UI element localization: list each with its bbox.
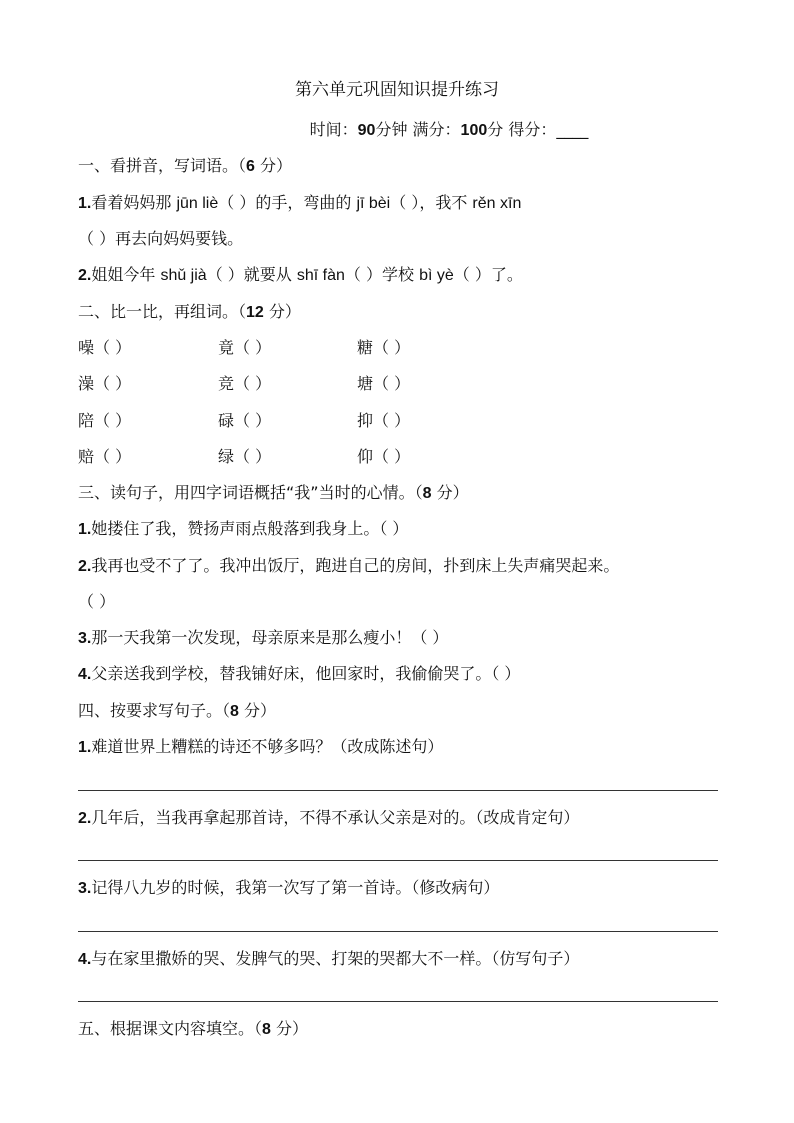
pinyin: jūn liè [176, 195, 219, 212]
char-blank[interactable]: 澡（ ） [78, 374, 132, 393]
s4-question-4 [78, 949, 579, 970]
s4-heading-suffix: 分） [238, 701, 277, 720]
q-text: 难道世界上糟糕的诗还不够多吗？（改成陈述句） [91, 737, 444, 756]
char-blank[interactable]: 陪（ ） [78, 411, 132, 430]
s1-question-2 [78, 265, 523, 286]
s1-question-1 [78, 193, 521, 214]
s1-points: 6 [246, 158, 255, 175]
s4-heading-prefix: 四、按要求写句子。（ [78, 701, 231, 720]
char-blank[interactable]: 塘（ ） [357, 374, 411, 393]
q-text: 看着妈妈那 [91, 193, 177, 212]
answer-blank[interactable]: （ ）了。 [453, 265, 523, 284]
q-number: 1. [78, 195, 92, 212]
s4-points: 8 [230, 703, 239, 720]
score-label: 分 得分： [487, 120, 557, 139]
s1-heading-suffix: 分） [254, 156, 293, 175]
pinyin: rěn xīn [472, 195, 522, 212]
s3-question-1 [78, 519, 408, 540]
q-text-with-blank[interactable]: 她搂住了我，赞扬声雨点般落到我身上。（ ） [91, 519, 409, 538]
exam-meta [0, 120, 794, 141]
s3-question-3 [78, 628, 448, 649]
answer-blank[interactable]: （ ）的手，弯曲的 [218, 193, 357, 212]
answer-line[interactable] [78, 790, 718, 791]
title-text: 第六单元巩固知识提升练习 [295, 80, 499, 100]
char-blank[interactable]: 赔（ ） [78, 447, 132, 466]
char-blank[interactable]: 碌（ ） [218, 411, 272, 430]
q-text: 与在家里撒娇的哭、发脾气的哭、打架的哭都大不一样。（仿写句子） [91, 949, 580, 968]
time-label: 时间： [309, 120, 358, 139]
char-blank[interactable]: 绿（ ） [218, 447, 272, 466]
q-number: 4. [78, 951, 92, 968]
char-blank[interactable]: 噪（ ） [78, 338, 132, 357]
section-3-heading [78, 483, 469, 504]
pinyin: shǔ jià [160, 267, 207, 284]
q-text-with-blank[interactable]: 那一天我第一次发现，母亲原来是那么瘦小！（ ） [91, 628, 449, 647]
section-5-heading [78, 1019, 308, 1040]
char-blank[interactable]: 抑（ ） [357, 411, 411, 430]
answer-line[interactable] [78, 860, 718, 861]
answer-blank[interactable]: （ ）再去向妈妈要钱。 [78, 229, 244, 248]
s2-heading-prefix: 二、比一比，再组词。（ [78, 302, 247, 321]
q-text: 姐姐今年 [91, 265, 161, 284]
q-text: 几年后，当我再拿起那首诗，不得不承认父亲是对的。（改成肯定句） [91, 808, 580, 827]
s5-heading-suffix: 分） [270, 1019, 309, 1038]
s3-question-4 [78, 664, 520, 685]
q-number: 2. [78, 810, 92, 827]
q-text: 记得八九岁的时候，我第一次写了第一首诗。（修改病句） [91, 878, 500, 897]
pinyin: shī fàn [296, 267, 345, 284]
answer-line[interactable] [78, 931, 718, 932]
s2-points: 12 [246, 304, 264, 321]
s4-question-2 [78, 808, 579, 829]
section-1-heading [78, 156, 292, 177]
q-number: 3. [78, 880, 92, 897]
s4-question-1 [78, 737, 443, 758]
q-text-with-blank[interactable]: 父亲送我到学校，替我铺好床，他回家时，我偷偷哭了。（ ） [91, 664, 521, 683]
section-4-heading [78, 701, 276, 722]
answer-line[interactable] [78, 1001, 718, 1002]
full-label: 分钟 满分： [375, 120, 461, 139]
s3-question-2 [78, 556, 619, 577]
q-number: 1. [78, 521, 92, 538]
s1-question-1-line2 [78, 229, 243, 249]
time-value: 90 [357, 122, 376, 139]
answer-blank[interactable]: （ ），我不 [390, 193, 473, 212]
s4-question-3 [78, 878, 499, 899]
answer-blank[interactable]: （ ）学校 [344, 265, 420, 284]
char-blank[interactable]: 仰（ ） [357, 447, 411, 466]
section-2-heading [78, 302, 301, 323]
char-blank[interactable]: 竟（ ） [218, 338, 272, 357]
q-number: 3. [78, 630, 92, 647]
s3-question-2-line2 [78, 592, 115, 612]
s1-heading-prefix: 一、看拼音，写词语。（ [78, 156, 247, 175]
answer-blank[interactable]: （ ） [78, 592, 116, 611]
answer-blank[interactable]: （ ）就要从 [206, 265, 297, 284]
q-text: 我再也受不了了。我冲出饭厅，跑进自己的房间，扑到床上失声痛哭起来。 [91, 556, 620, 575]
pinyin: jī bèi [356, 195, 391, 212]
s5-points: 8 [262, 1021, 271, 1038]
s3-points: 8 [422, 485, 432, 502]
q-number: 4. [78, 666, 92, 683]
char-blank[interactable]: 竞（ ） [218, 374, 272, 393]
q-number: 2. [78, 558, 92, 575]
q-number: 2. [78, 267, 92, 284]
char-blank[interactable]: 糖（ ） [357, 338, 411, 357]
q-number: 1. [78, 739, 92, 756]
full-score-value: 100 [460, 122, 488, 139]
s3-heading-prefix: 三、读句子，用四字词语概括“我”当时的心情。（ [78, 483, 423, 502]
pinyin: bì yè [419, 267, 454, 284]
score-blank[interactable]: ____ [556, 120, 589, 139]
s2-heading-suffix: 分） [263, 302, 301, 321]
page-title [0, 80, 794, 100]
s3-heading-suffix: 分） [431, 483, 469, 502]
s5-heading-prefix: 五、根据课文内容填空。（ [78, 1019, 263, 1038]
